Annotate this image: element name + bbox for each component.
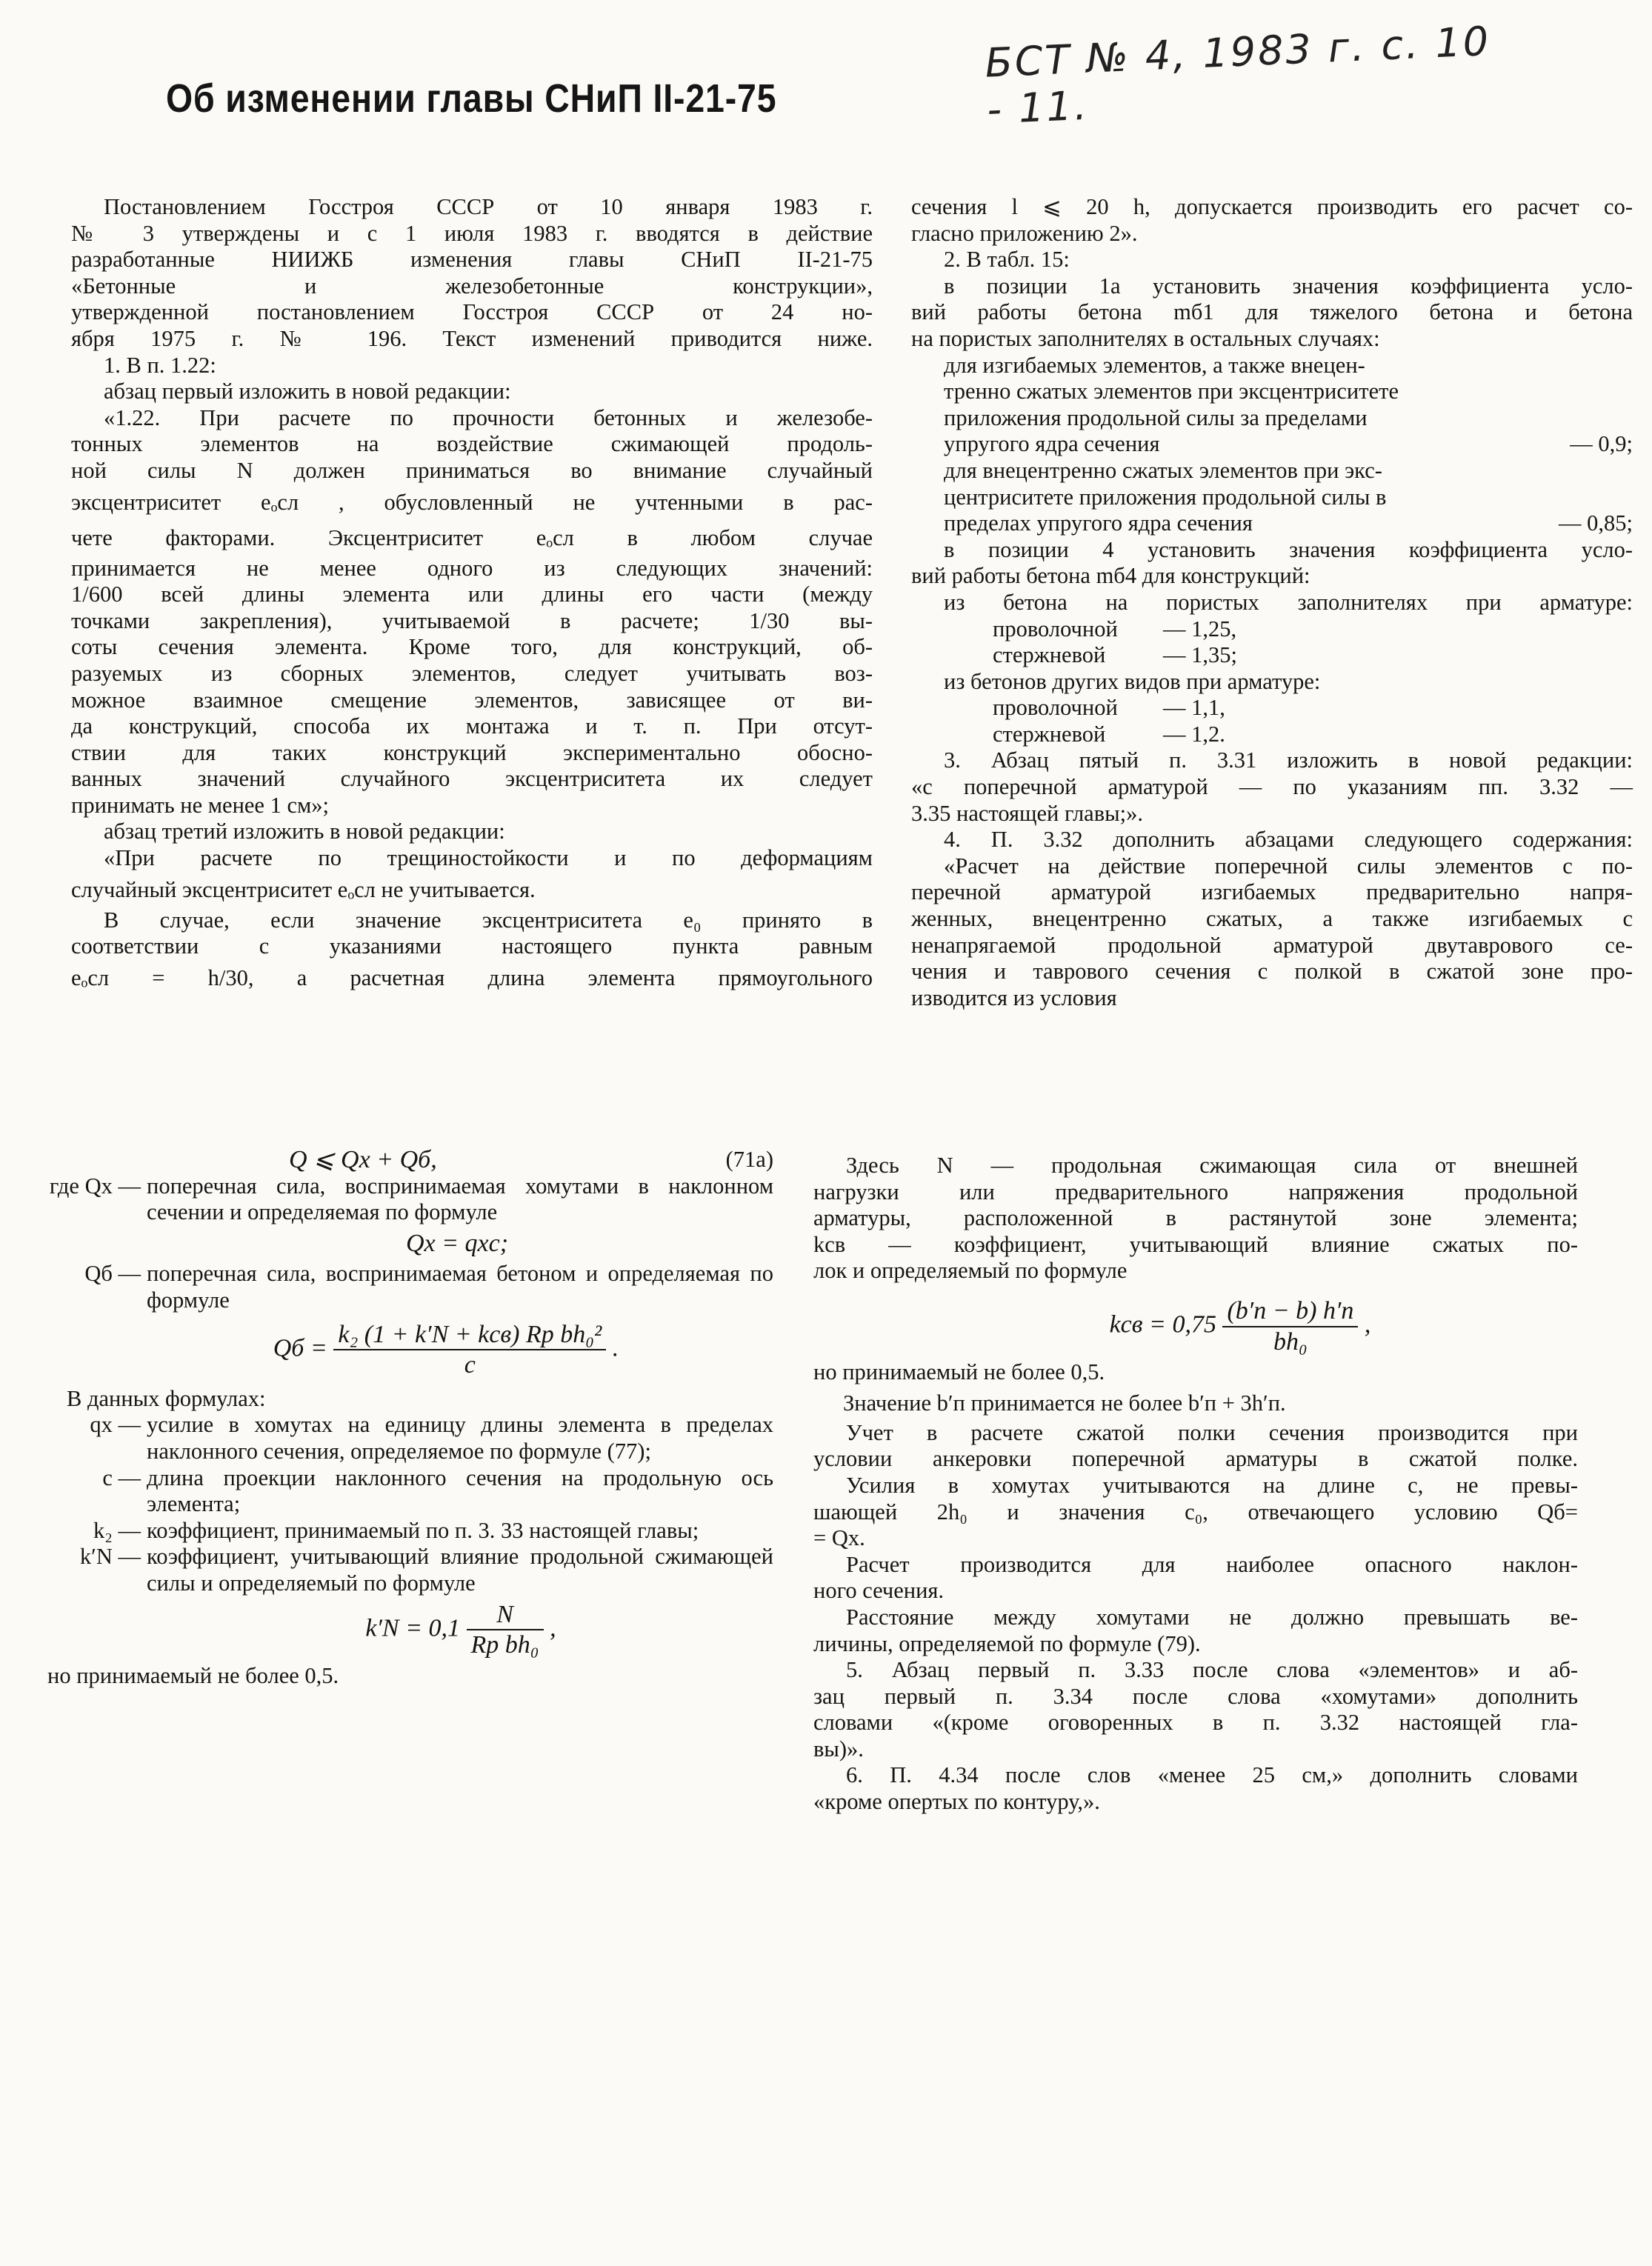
table-row bbox=[911, 695, 1633, 722]
text-line: 3. Абзац пятый п. 3.31 изложить в новой редакции: bbox=[944, 747, 1633, 773]
top-left-column bbox=[71, 194, 873, 996]
text-line: приложения продольной силы за пределами bbox=[944, 404, 1368, 430]
text-line: тонных элементов на воздействие сжимающей продоль- bbox=[71, 431, 873, 457]
text-line: 4. П. 3.32 дополнить абзацами следующего содержания: bbox=[944, 827, 1633, 853]
text-line: ствии для таких конструкций экспериментально обосно- bbox=[71, 739, 873, 765]
definition-qb bbox=[30, 1261, 773, 1313]
formula-end: . bbox=[612, 1333, 619, 1362]
text-line: 3.35 настоящей главы;». bbox=[911, 800, 1143, 826]
text-line: но принимаемый не более 0,5. bbox=[47, 1662, 339, 1688]
text-line: чете факторами. Эксцентриситет eₒсл в любом случае bbox=[71, 524, 873, 550]
table-cell-label: проволочной bbox=[993, 616, 1118, 642]
definition-c bbox=[30, 1465, 773, 1518]
text-line: разуемых из сборных элементов, следует учитывать воз- bbox=[71, 660, 873, 686]
text-line: тренно сжатых элементов при эксцентриситете bbox=[944, 379, 1399, 404]
formula-end: , bbox=[550, 1613, 556, 1642]
text-line: изводится из условия bbox=[911, 984, 1117, 1010]
formula-end: , bbox=[1364, 1310, 1371, 1339]
text-line: для внецентренно сжатых элементов при экс- bbox=[944, 457, 1382, 483]
text-line: Учет в расчете сжатой полки сечения производится при bbox=[846, 1419, 1578, 1445]
table-cell-label: стержневой bbox=[993, 642, 1106, 668]
definition-term: Qб — bbox=[84, 1261, 141, 1287]
table-row bbox=[911, 431, 1633, 458]
text-line: 2. В табл. 15: bbox=[944, 247, 1070, 273]
text-line: вий работы бетона mб4 для конструкций: bbox=[911, 563, 1310, 589]
table-cell-label: проволочной bbox=[993, 695, 1118, 721]
text-line: разработанные НИИЖБ изменения главы СНиП II-21-75 bbox=[71, 247, 873, 273]
handwritten-annotation bbox=[984, 16, 1519, 133]
text-line: 1. В п. 1.22: bbox=[104, 352, 216, 378]
text-line: зац первый п. 3.34 после слова «хомутами» дополнить bbox=[813, 1683, 1578, 1709]
fraction-numerator: N bbox=[467, 1602, 544, 1631]
definition-term: k₂ — bbox=[93, 1517, 141, 1543]
text-line: точками закрепления), учитываемой в расчете; 1/30 вы- bbox=[71, 607, 873, 633]
text-line: eₒсл = h/30, а расчетная длина элемента прямоугольного bbox=[71, 964, 873, 990]
table-cell-label: стержневой bbox=[993, 721, 1106, 747]
text-line: «1.22. При расчете по прочности бетонных и железобе- bbox=[104, 404, 873, 430]
text-line: лок и определяемый по формуле bbox=[813, 1258, 1128, 1284]
text-line: нагрузки или предварительного напряжения продольной bbox=[813, 1179, 1578, 1204]
text-line: Здесь N — продольная сжимающая сила от внешней bbox=[846, 1153, 1578, 1178]
text-line: Постановлением Госстроя СССР от 10 января 1983 г. bbox=[104, 194, 873, 219]
bottom-left-column bbox=[30, 1147, 773, 1689]
table-cell-value: — 1,25, bbox=[1163, 616, 1237, 642]
text-line: эксцентриситет eₒсл , обусловленный не учтенными в рас- bbox=[71, 489, 873, 515]
text-line: «Расчет на действие поперечной силы элементов с по- bbox=[944, 853, 1633, 879]
text-line: случайный эксцентриситет eₒсл не учитывается. bbox=[71, 876, 536, 902]
text-line: из бетона на пористых заполнителях при арматуре: bbox=[944, 589, 1633, 615]
text-line: шающей 2h₀ и значения c₀, отвечающего условию Qб= bbox=[813, 1499, 1578, 1524]
page-title: Об изменении главы СНиП II-21-75 bbox=[166, 76, 777, 121]
text-line: для изгибаемых элементов, а также внецен- bbox=[944, 352, 1365, 378]
bottom-right-column bbox=[813, 1153, 1578, 1816]
definition-body: поперечная сила, воспринимаемая бетоном и определяемая по формуле bbox=[147, 1261, 773, 1313]
formula-text: Q ⩽ Qх + Qб, bbox=[289, 1146, 437, 1173]
text-line: условии анкеровки поперечной арматуры в сжатой полке. bbox=[813, 1446, 1578, 1472]
annotation-text: БСТ № 4, 1983 г. с. 10 - 11. bbox=[984, 17, 1492, 133]
table-cell-value: — 0,85; bbox=[1559, 510, 1633, 536]
formula-qx: Qх = qхc; bbox=[405, 1229, 509, 1257]
definition-term: c — bbox=[102, 1464, 141, 1490]
text-line: ной силы N должен приниматься во внимание случайный bbox=[71, 457, 873, 483]
text-line: kсв — коэффициент, учитывающий влияние сжатых по- bbox=[813, 1231, 1578, 1257]
formula-lhs: k′N = 0,1 bbox=[365, 1613, 461, 1642]
definition-qhx bbox=[30, 1412, 773, 1464]
definition-term: qх — bbox=[90, 1412, 141, 1438]
text-line: «кроме опертых по контуру,». bbox=[813, 1789, 1100, 1815]
formula-number: (71а) bbox=[725, 1147, 773, 1172]
formula-ksv bbox=[813, 1298, 1578, 1355]
text-line: соты сечения элемента. Кроме того, для конструкций, об- bbox=[71, 634, 873, 660]
text-line: вий работы бетона mб1 для тяжелого бетона и бетона bbox=[911, 299, 1633, 325]
text-line: соответствии с указаниями настоящего пункта равным bbox=[71, 933, 873, 959]
definition-body: коэффициент, учитывающий влияние продольной сжимающей силы и определяемый по формуле bbox=[147, 1544, 773, 1596]
text-line: Расчет производится для наиболее опасного наклон- bbox=[846, 1551, 1578, 1577]
text-line: 1/600 всей длины элемента или длины его части (между bbox=[71, 582, 873, 607]
text-line: в позиции 4 установить значения коэффициента усло- bbox=[944, 536, 1633, 562]
text-line: «с поперечной арматурой — по указаниям пп. 3.32 — bbox=[911, 774, 1633, 800]
text-line: Расстояние между хомутами не должно превышать ве- bbox=[846, 1604, 1578, 1630]
definition-body: длина проекции наклонного сечения на продольную ось элемента; bbox=[147, 1464, 773, 1517]
table-row bbox=[911, 722, 1633, 748]
definition-body: усилие в хомутах на единицу длины элемента в пределах наклонного сечения, определяемое по формуле (77); bbox=[147, 1412, 773, 1464]
table-cell-value: — 1,1, bbox=[1163, 695, 1225, 721]
text-line: перечной арматурой изгибаемых предварительно напря- bbox=[911, 879, 1633, 905]
definition-k2 bbox=[30, 1518, 773, 1544]
definition-qx bbox=[30, 1173, 773, 1226]
text-line: чения и таврового сечения с полкой в сжатой зоне про- bbox=[911, 959, 1633, 984]
text-line: гласно приложению 2». bbox=[911, 220, 1138, 246]
table-cell-value: — 0,9; bbox=[1570, 431, 1633, 457]
text-line: да конструкций, способа их монтажа и т. п. При отсут- bbox=[71, 713, 873, 739]
text-line: словами «(кроме оговоренных в п. 3.32 настоящей гла- bbox=[813, 1710, 1578, 1736]
fraction-numerator: (b′п − b) h′п bbox=[1222, 1298, 1358, 1327]
definition-term: k′N — bbox=[79, 1544, 141, 1570]
table-row bbox=[911, 642, 1633, 669]
text-line: сечения l ⩽ 20 h, допускается производить его расчет со- bbox=[911, 194, 1633, 219]
text-line: личины, определяемой по формуле (79). bbox=[813, 1630, 1201, 1656]
table-row bbox=[911, 510, 1633, 537]
text-line: принимается не менее одного из следующих значений: bbox=[71, 555, 873, 581]
text-line: вы)». bbox=[813, 1736, 864, 1762]
fraction bbox=[1222, 1298, 1358, 1355]
text-line: ненапрягаемой продольной арматурой двутаврового се- bbox=[911, 932, 1633, 958]
definition-kn bbox=[30, 1544, 773, 1596]
definition-body: поперечная сила, воспринимаемая хомутами в наклонном сечении и определяемая по формуле bbox=[147, 1173, 773, 1225]
text-line: Значение b′п принимается не более b′п + 3h′п. bbox=[843, 1390, 1286, 1416]
text-line: № 3 утверждены и с 1 июля 1983 г. вводятся в действие bbox=[71, 220, 873, 246]
fraction-denominator: bh₀ bbox=[1273, 1327, 1308, 1356]
table-cell-value: — 1,2. bbox=[1163, 721, 1225, 747]
definition-body: коэффициент, принимаемый по п. 3. 33 настоящей главы; bbox=[147, 1517, 699, 1543]
top-right-column bbox=[911, 194, 1633, 1011]
text-line: «При расчете по трещиностойкости и по деформациям bbox=[104, 845, 873, 871]
text-line: Усилия в хомутах учитываются на длине c, не превы- bbox=[846, 1472, 1578, 1498]
text-line: ного сечения. bbox=[813, 1578, 945, 1604]
formula-lhs: kсв = 0,75 bbox=[1109, 1310, 1216, 1339]
text-line: можное взаимное смещение элементов, зависящее от ви- bbox=[71, 687, 873, 713]
fraction-denominator: c bbox=[464, 1351, 476, 1379]
fraction bbox=[467, 1602, 544, 1659]
text-line: ванных значений случайного эксцентриситета их следует bbox=[71, 766, 873, 792]
text-line: центриситете приложения продольной силы в bbox=[944, 484, 1387, 510]
text-line: ября 1975 г. № 196. Текст изменений приводится ниже. bbox=[71, 325, 873, 351]
formula-qb bbox=[30, 1322, 773, 1379]
text-line: В случае, если значение эксцентриситета e₀ принято в bbox=[104, 907, 873, 933]
formula-lhs: Qб = bbox=[273, 1333, 327, 1362]
text-line: 6. П. 4.34 после слов «менее 25 см,» дополнить словами bbox=[846, 1762, 1578, 1788]
text-line: утвержденной постановлением Госстроя СССР от 24 но- bbox=[71, 299, 873, 325]
text-line: принимать не менее 1 см»; bbox=[71, 792, 330, 818]
formula-71a bbox=[30, 1147, 773, 1173]
definition-term: где Qх — bbox=[49, 1173, 141, 1199]
text-line: из бетонов других видов при арматуре: bbox=[944, 668, 1321, 694]
fraction bbox=[333, 1322, 606, 1379]
text-line: абзац третий изложить в новой редакции: bbox=[104, 819, 505, 844]
text-line: в позиции 1а установить значения коэффициента усло- bbox=[944, 273, 1633, 299]
text-line: 5. Абзац первый п. 3.33 после слова «элементов» и аб- bbox=[846, 1657, 1578, 1683]
fraction-numerator: k₂ (1 + k′N + kсв) Rр bh₀² bbox=[333, 1322, 606, 1351]
table-cell-label: упругого ядра сечения bbox=[944, 431, 1160, 457]
formula-kn bbox=[30, 1602, 773, 1659]
text-line: «Бетонные и железобетонные конструкции», bbox=[71, 273, 873, 299]
text-line: абзац первый изложить в новой редакции: bbox=[104, 379, 511, 404]
table-row bbox=[911, 616, 1633, 643]
text-line: арматуры, расположенной в растянутой зоне элемента; bbox=[813, 1205, 1578, 1231]
text-line: женных, внецентренно сжатых, а также изгибаемых с bbox=[911, 906, 1633, 932]
text-line: = Qх. bbox=[813, 1525, 865, 1551]
fraction-denominator: Rр bh₀ bbox=[470, 1631, 539, 1659]
text-line: но принимаемый не более 0,5. bbox=[813, 1359, 1105, 1385]
text-line: на пористых заполнителях в остальных случаях: bbox=[911, 325, 1380, 351]
table-cell-label: пределах упругого ядра сечения bbox=[944, 510, 1253, 536]
text-line: В данных формулах: bbox=[67, 1385, 266, 1411]
table-cell-value: — 1,35; bbox=[1163, 642, 1237, 668]
